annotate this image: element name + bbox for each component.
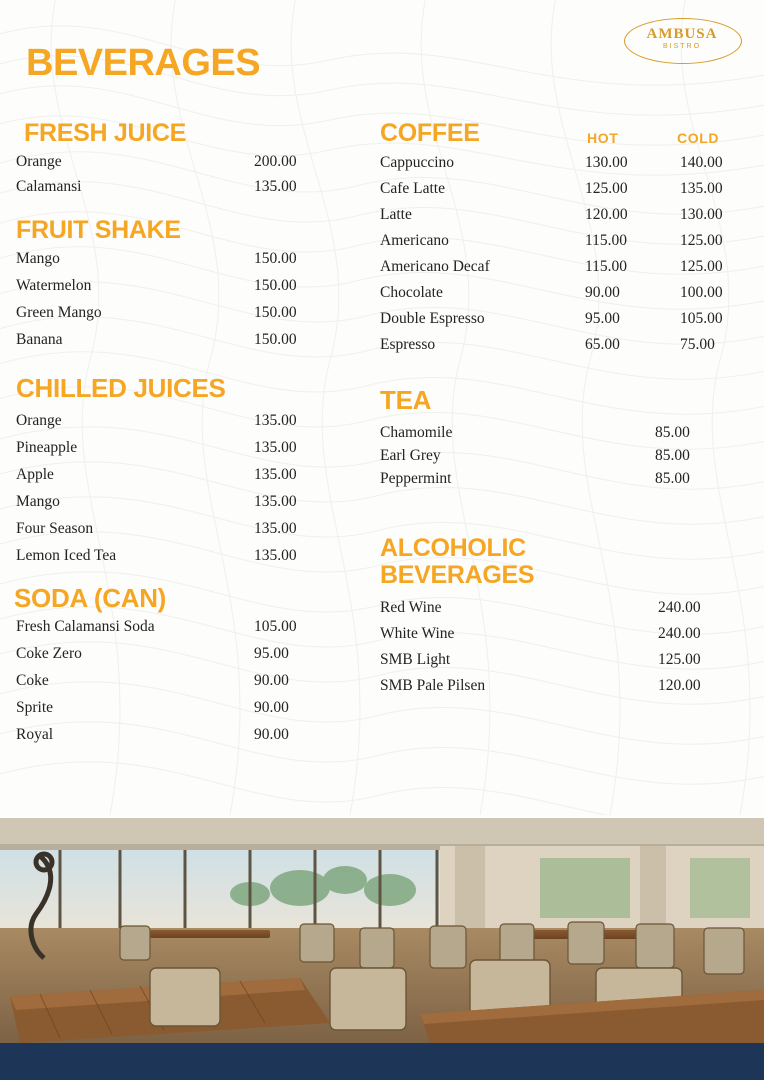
item-price: 135.00 — [254, 178, 297, 195]
menu-item — [380, 677, 750, 703]
item-name: Earl Grey — [380, 447, 441, 465]
menu-item — [380, 206, 750, 232]
item-price-hot: 125.00 — [585, 180, 628, 197]
item-name: Double Espresso — [380, 310, 485, 327]
item-price-cold: 125.00 — [680, 258, 723, 275]
restaurant-interior-photo — [0, 818, 764, 1043]
menu-item — [16, 672, 346, 699]
item-name: Americano Decaf — [380, 258, 490, 275]
menu-item — [16, 178, 346, 203]
item-price-hot: 115.00 — [585, 258, 628, 275]
column-header-cold: COLD — [677, 130, 720, 146]
item-list — [16, 618, 346, 753]
item-list — [380, 154, 750, 362]
item-name: White Wine — [380, 625, 455, 643]
item-name: Latte — [380, 206, 412, 223]
item-name: Apple — [16, 466, 54, 484]
item-name: Chocolate — [380, 284, 443, 301]
menu-item — [380, 599, 750, 625]
section-coffee — [380, 120, 750, 362]
item-name: Sprite — [16, 699, 54, 717]
item-name: Coke — [16, 672, 49, 690]
section-title: SODA (CAN) — [14, 583, 167, 614]
section-title: FRESH JUICE — [24, 119, 187, 147]
section-title: FRUIT SHAKE — [16, 216, 181, 244]
section-title: COFFEE — [380, 119, 480, 147]
item-list — [380, 424, 750, 493]
menu-item — [16, 331, 346, 358]
item-price-cold: 100.00 — [680, 284, 723, 301]
item-price-cold: 130.00 — [680, 206, 723, 223]
item-price: 135.00 — [254, 466, 297, 484]
menu-item — [380, 310, 750, 336]
item-price-cold: 125.00 — [680, 232, 723, 249]
menu-item — [16, 726, 346, 753]
item-price: 105.00 — [254, 618, 297, 636]
item-name: Chamomile — [380, 424, 453, 442]
menu-item — [380, 447, 750, 470]
item-name: Espresso — [380, 336, 436, 353]
logo-brand-name: AMBUSA — [646, 26, 718, 42]
item-list — [16, 153, 346, 203]
menu-item — [16, 277, 346, 304]
item-price: 85.00 — [655, 470, 690, 488]
menu-item — [16, 439, 346, 466]
left-menu-column — [16, 120, 346, 757]
item-name: Calamansi — [16, 178, 82, 195]
menu-item — [380, 258, 750, 284]
menu-item — [380, 180, 750, 206]
item-price: 95.00 — [254, 645, 289, 663]
item-price-hot: 120.00 — [585, 206, 628, 223]
item-price: 135.00 — [254, 520, 297, 538]
right-menu-column — [380, 120, 750, 707]
item-name: Fresh Calamansi Soda — [16, 618, 155, 636]
menu-item — [16, 250, 346, 277]
section-title-line1: ALCOHOLIC — [380, 534, 526, 563]
menu-item — [380, 651, 750, 677]
item-price: 90.00 — [254, 726, 289, 744]
section-tea — [380, 386, 750, 493]
item-name: Orange — [16, 412, 62, 430]
section-title: TEA — [380, 385, 432, 415]
item-price: 135.00 — [254, 547, 297, 565]
item-price: 150.00 — [254, 277, 297, 294]
column-header-hot: HOT — [587, 130, 619, 146]
item-price: 150.00 — [254, 331, 297, 348]
item-name: Four Season — [16, 520, 94, 538]
item-name: Green Mango — [16, 304, 102, 321]
item-name: Americano — [380, 232, 449, 249]
item-name: Orange — [16, 153, 62, 170]
item-name: Cappuccino — [380, 154, 455, 171]
item-price-cold: 140.00 — [680, 154, 723, 171]
menu-item — [380, 625, 750, 651]
item-name: Cafe Latte — [380, 180, 445, 197]
item-price-cold: 135.00 — [680, 180, 723, 197]
item-name: Watermelon — [16, 277, 92, 294]
section-soda-can — [16, 584, 346, 753]
footer-bar — [0, 1043, 764, 1080]
menu-item — [16, 618, 346, 645]
item-price-hot: 130.00 — [585, 154, 628, 171]
item-price: 85.00 — [655, 424, 690, 442]
item-name: Royal — [16, 726, 54, 744]
menu-item — [16, 412, 346, 439]
menu-item — [16, 304, 346, 331]
menu-item — [16, 699, 346, 726]
menu-item — [16, 153, 346, 178]
item-price-hot: 95.00 — [585, 310, 620, 327]
brand-logo — [624, 18, 742, 64]
item-name: SMB Pale Pilsen — [380, 677, 486, 695]
section-fruit-shake — [16, 217, 346, 358]
item-price-hot: 90.00 — [585, 284, 620, 301]
menu-item — [16, 520, 346, 547]
item-price: 120.00 — [658, 677, 701, 695]
logo-brand-subtitle: BISTRO — [662, 43, 702, 50]
menu-item — [380, 424, 750, 447]
item-price-hot: 115.00 — [585, 232, 628, 249]
menu-item — [380, 154, 750, 180]
menu-item — [380, 232, 750, 258]
item-name: Banana — [16, 331, 63, 348]
item-name: Lemon Iced Tea — [16, 547, 117, 565]
item-price: 90.00 — [254, 699, 289, 717]
item-price: 150.00 — [254, 250, 297, 267]
item-price: 135.00 — [254, 439, 297, 457]
item-list — [16, 250, 346, 358]
page-title: BEVERAGES — [26, 42, 261, 84]
item-name: Pineapple — [16, 439, 78, 457]
photo-illustration — [0, 818, 764, 1043]
item-price: 90.00 — [254, 672, 289, 690]
item-price: 240.00 — [658, 625, 701, 643]
item-name: Mango — [16, 493, 60, 511]
item-name: Peppermint — [380, 470, 452, 488]
item-list — [380, 599, 750, 703]
item-price: 240.00 — [658, 599, 701, 617]
menu-item — [16, 645, 346, 672]
item-price-cold: 105.00 — [680, 310, 723, 327]
menu-item — [380, 470, 750, 493]
item-price-hot: 65.00 — [585, 336, 620, 353]
menu-item — [380, 336, 750, 362]
section-fresh-juice — [16, 120, 346, 203]
section-title: CHILLED JUICES — [16, 373, 226, 403]
item-price: 135.00 — [254, 493, 297, 511]
section-alcoholic-beverages — [380, 535, 750, 703]
section-chilled-juices — [16, 374, 346, 574]
menu-item — [16, 493, 346, 520]
section-title-line2: BEVERAGES — [380, 561, 535, 590]
item-name: Coke Zero — [16, 645, 82, 663]
item-name: SMB Light — [380, 651, 451, 669]
item-list — [16, 412, 346, 574]
item-price: 200.00 — [254, 153, 297, 170]
item-price: 135.00 — [254, 412, 297, 430]
item-price: 85.00 — [655, 447, 690, 465]
item-price: 150.00 — [254, 304, 297, 321]
menu-item — [16, 547, 346, 574]
menu-item — [16, 466, 346, 493]
item-price: 125.00 — [658, 651, 701, 669]
menu-item — [380, 284, 750, 310]
item-price-cold: 75.00 — [680, 336, 715, 353]
item-name: Mango — [16, 250, 60, 267]
item-name: Red Wine — [380, 599, 442, 617]
